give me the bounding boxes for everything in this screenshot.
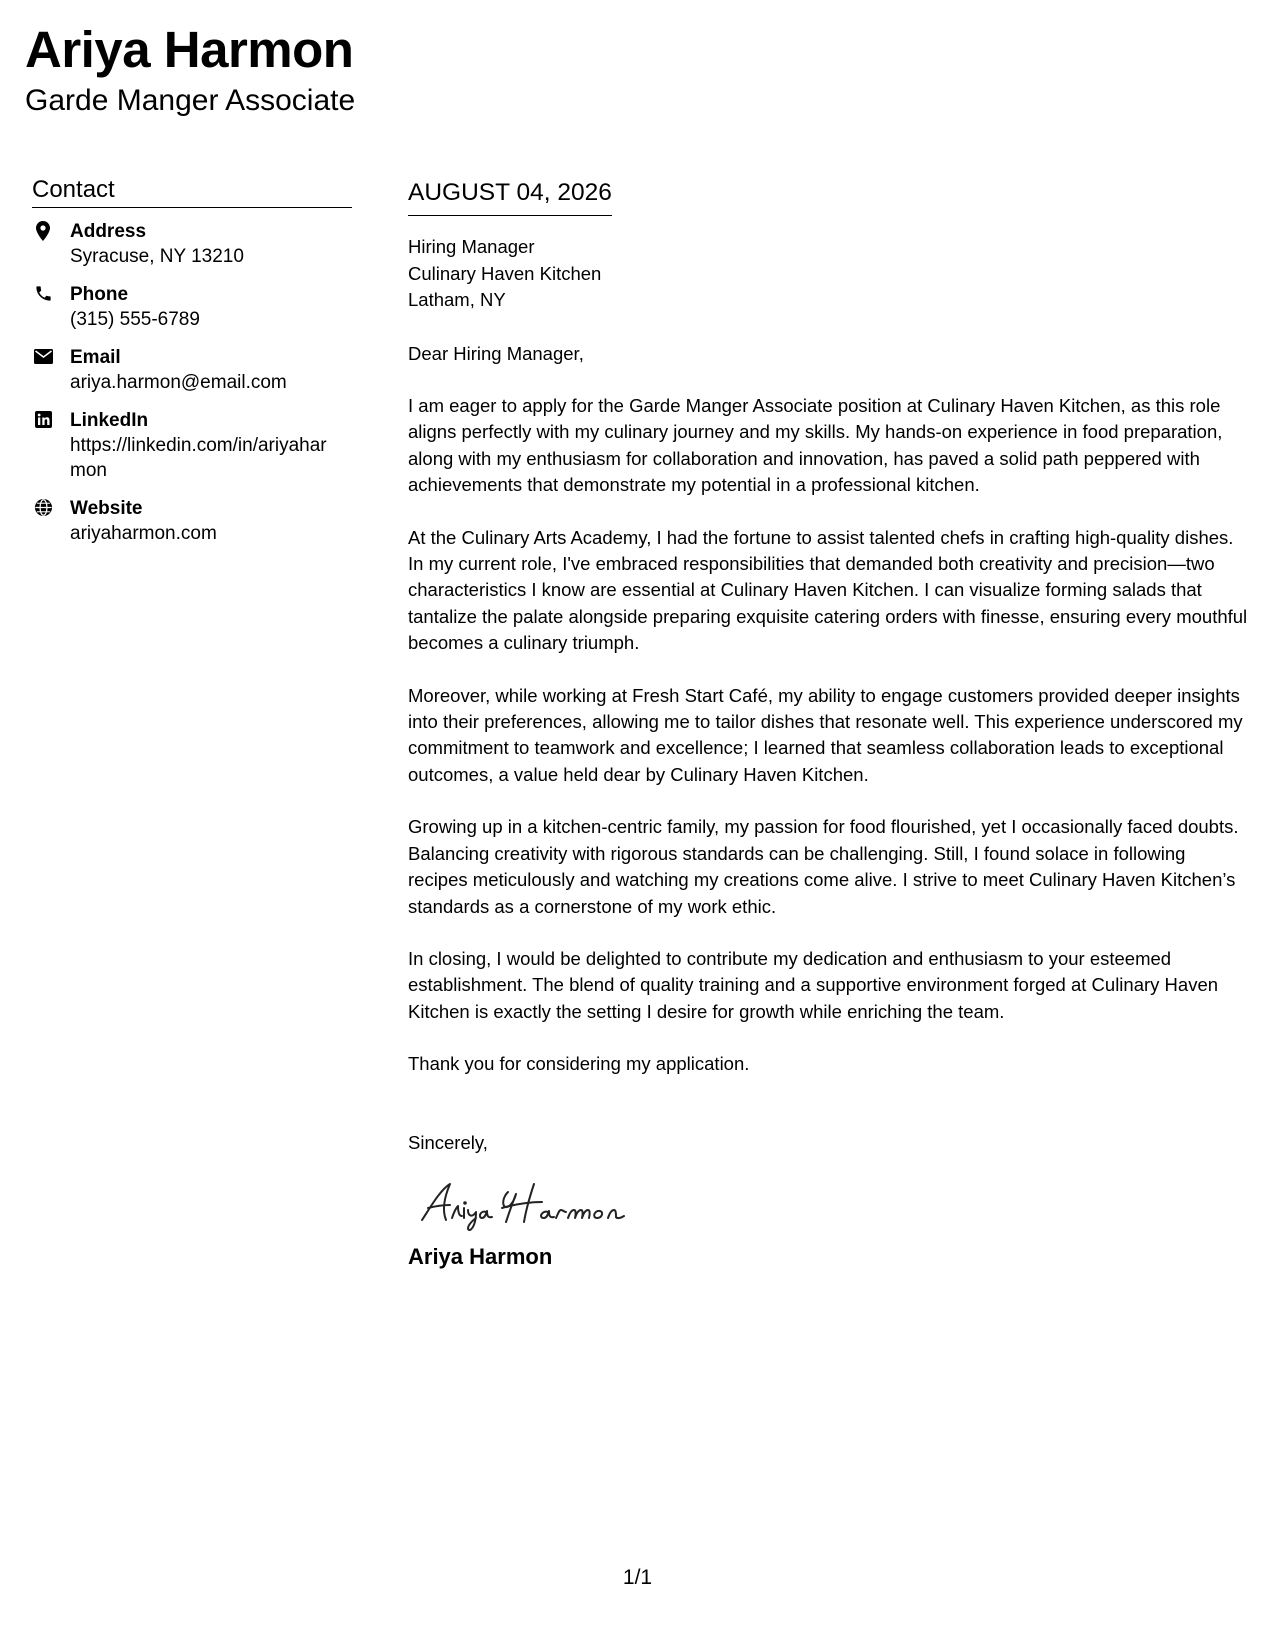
contact-label: Email — [70, 346, 121, 368]
globe-icon — [32, 497, 54, 519]
contact-item-linkedin — [32, 408, 352, 483]
signed-name: Ariya Harmon — [408, 1243, 553, 1269]
contact-heading: Contact — [32, 176, 352, 208]
recipient-location: Latham, NY — [408, 289, 506, 311]
paragraph-text: In closing, I would be delighted to contribute my dedication and enthusiasm to your esteemed establishment. The blend of quality training and a supportive environment forged at Culinary Haven Kitchen is exactly the setting I desire for growth while enriching the team. — [408, 947, 1219, 1022]
contact-phone-value: (315) 555-6789 — [70, 308, 200, 330]
paragraph-text: Moreover, while working at Fresh Start Café, my ability to engage customers provided deeper insights into their preferences, allowing me to tailor dishes that resonate well. This experience underscored my commitment to teamwork and excellence; I learned that seamless collaboration leads to exceptional outcomes, a value held dear by Culinary Haven Kitchen. — [408, 684, 1243, 785]
thank-you-line: Thank you for considering my application. — [408, 1053, 750, 1075]
contact-item-email — [32, 345, 352, 395]
applicant-role: Garde Manger Associate — [25, 84, 356, 117]
letter-paragraph — [408, 525, 1248, 657]
contact-item-address — [32, 219, 352, 269]
paragraph-text: Growing up in a kitchen-centric family, my passion for food flourished, yet I occasionally faced doubts. Balancing creativity with rigorous standards can be challenging. Still, I found solace in following recipes meticulously and watching my creations come alive. I strive to meet Culinary Haven Kitchen’s standards as a cornerstone of my work ethic. — [408, 816, 1239, 917]
closing: Sincerely, — [408, 1131, 488, 1153]
signature-image — [416, 1172, 656, 1234]
letter-paragraph — [408, 393, 1248, 499]
handwritten-signature — [416, 1172, 1248, 1234]
paragraph-text: At the Culinary Arts Academy, I had the fortune to assist talented chefs in crafting high-quality dishes. In my current role, I've embraced responsibilities that demanded both creativity and precision—two characteristics I know are essential at Culinary Haven Kitchen. I can visualize forming salads that tantalize the palate alongside preparing exquisite catering orders with finesse, ensuring every mouthful becomes a culinary triumph. — [408, 526, 1248, 654]
page-number: 1/1 — [622, 1566, 653, 1589]
linkedin-icon — [32, 409, 54, 431]
recipient-block — [408, 234, 1248, 313]
envelope-icon — [32, 346, 54, 368]
phone-icon — [32, 283, 54, 305]
contact-website-value[interactable]: ariyaharmon.com — [70, 522, 217, 544]
contact-sidebar — [32, 176, 352, 559]
letter-body — [408, 178, 1248, 1270]
contact-label: LinkedIn — [70, 409, 149, 431]
contact-address-value: Syracuse, NY 13210 — [70, 245, 244, 267]
salutation: Dear Hiring Manager, — [408, 342, 584, 364]
applicant-name: Ariya Harmon — [25, 21, 354, 78]
contact-label: Website — [70, 497, 143, 519]
contact-label: Phone — [70, 283, 129, 305]
map-pin-icon — [32, 220, 54, 242]
letter-paragraph — [408, 946, 1248, 1025]
recipient-company: Culinary Haven Kitchen — [408, 262, 602, 284]
letter-date: AUGUST 04, 2026 — [408, 178, 612, 216]
contact-label: Address — [70, 220, 147, 242]
recipient-title: Hiring Manager — [408, 236, 535, 258]
contact-item-phone — [32, 282, 352, 332]
contact-linkedin-value[interactable]: https://linkedin.com/in/ariyaharmon — [70, 434, 327, 481]
letter-paragraph — [408, 814, 1248, 920]
paragraph-text: I am eager to apply for the Garde Manger Associate position at Culinary Haven Kitchen, as this role aligns perfectly with my culinary journey and my skills. My hands-on experience in food preparation, along with my enthusiasm for collaboration and innovation, has paved a solid path peppered with achievements that demonstrate my potential in a professional kitchen. — [408, 395, 1223, 496]
contact-email-value[interactable]: ariya.harmon@email.com — [70, 371, 287, 393]
letter-paragraph — [408, 683, 1248, 789]
contact-item-website — [32, 496, 352, 546]
